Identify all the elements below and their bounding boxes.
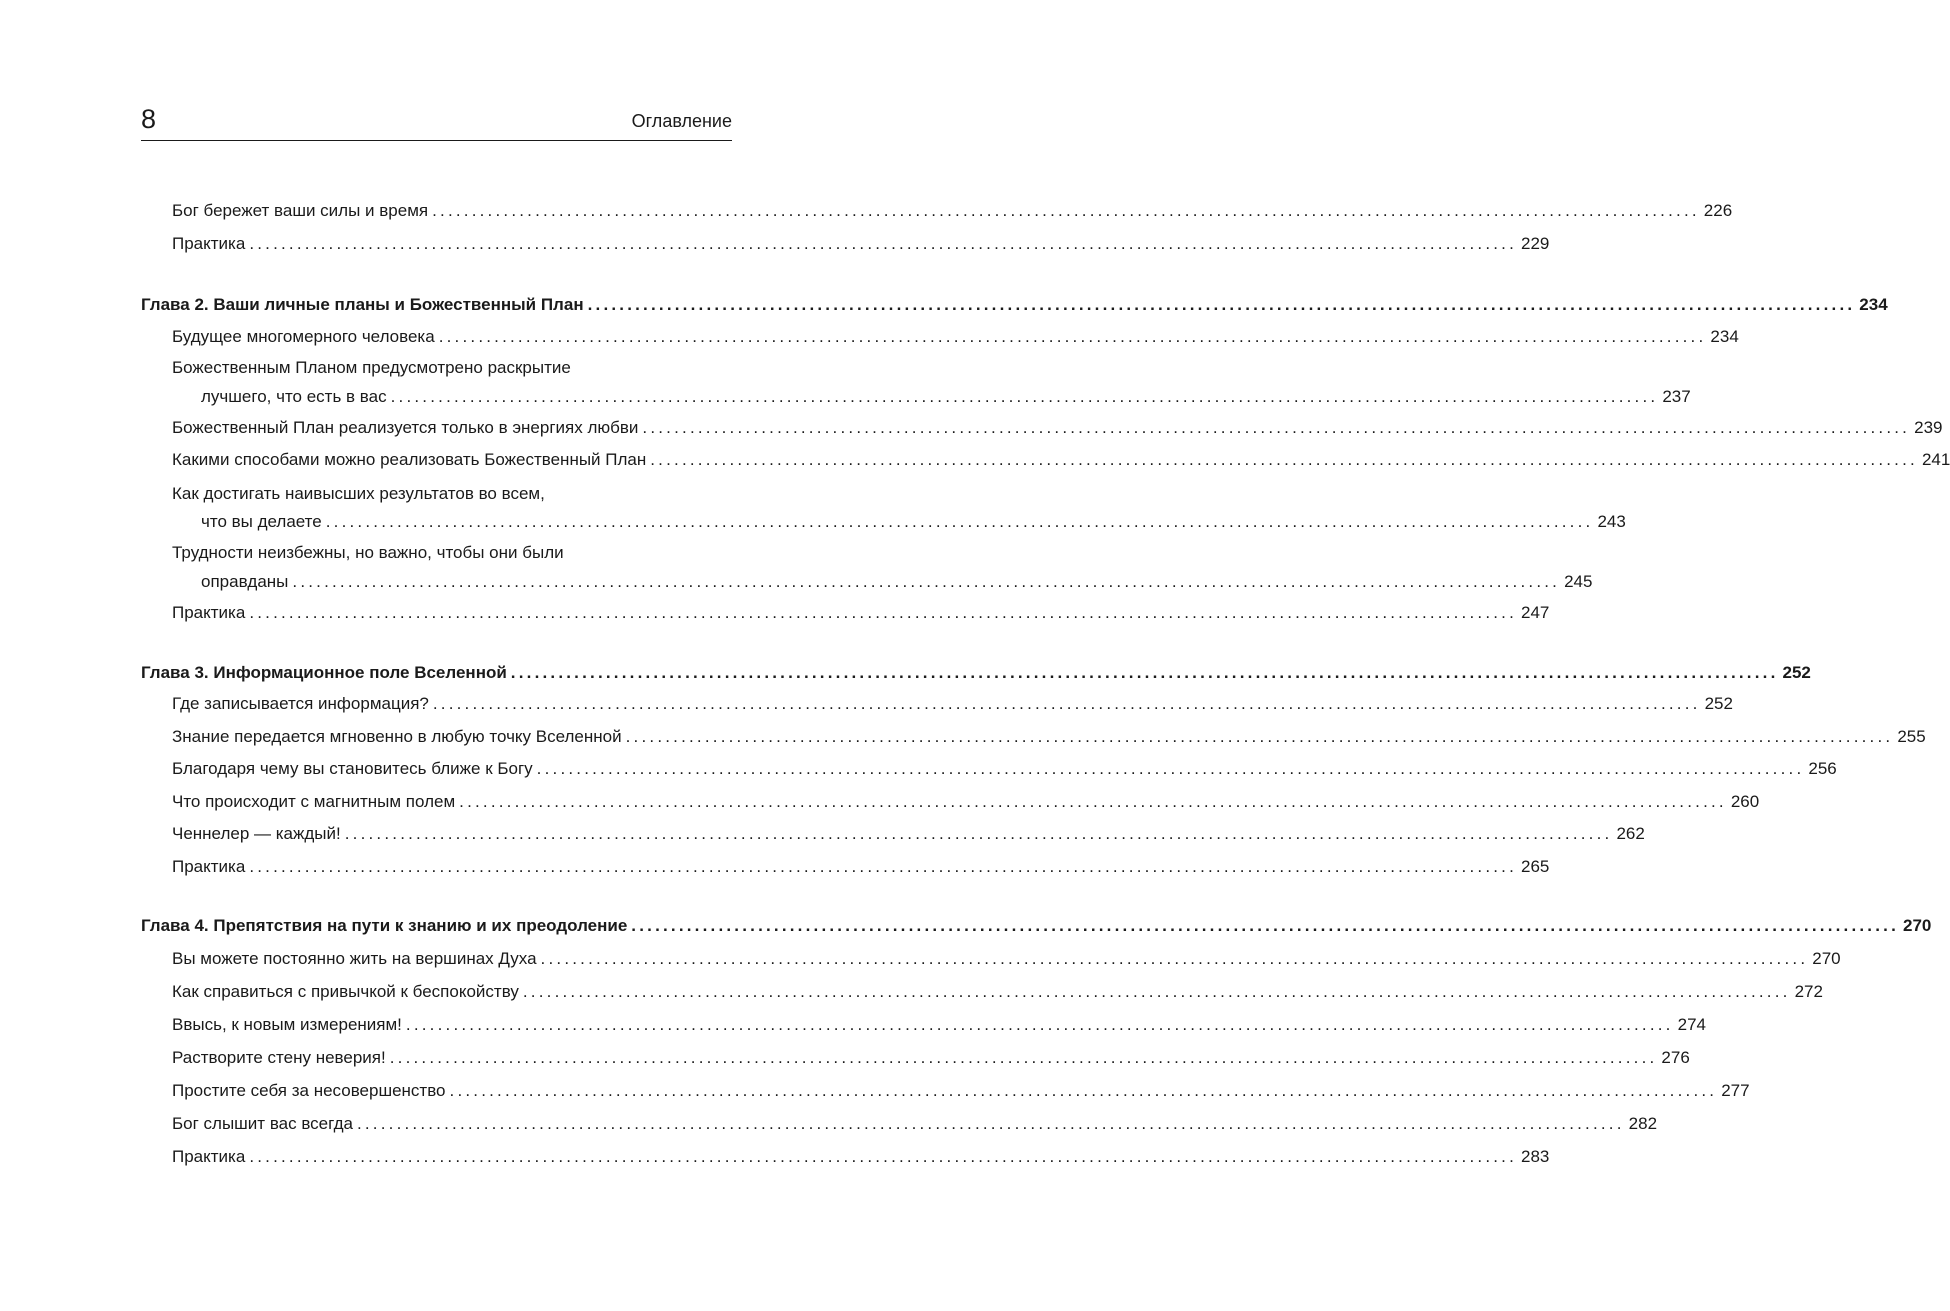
toc-entry-title: Где записывается информация? (172, 694, 429, 713)
dot-leader: ................................................................................................................................................................ (522, 982, 1791, 1001)
toc-line (172, 1079, 1750, 1103)
toc-line (172, 541, 732, 565)
toc-page-number: 282 (1628, 1114, 1658, 1133)
dot-leader: ................................................................................................................................................................ (536, 759, 1805, 778)
toc-entry-title: Практика (172, 857, 246, 876)
toc-entry-title: Простите себя за несовершенство (172, 1081, 446, 1100)
dot-leader: ................................................................................................................................................................ (356, 1114, 1625, 1133)
toc-entry-title: Практика (172, 1147, 246, 1166)
toc-entry-title: Практика (172, 234, 246, 253)
toc-entry-title: Божественный План реализуется только в энергиях любви (172, 418, 639, 437)
toc-page-number: 245 (1564, 572, 1593, 591)
toc-entry-title: оправданы (201, 572, 289, 591)
dot-leader: ................................................................................................................................................................ (510, 663, 1779, 682)
dot-leader: ................................................................................................................................................................ (432, 201, 1700, 220)
toc-entry-title: лучшего, что есть в вас (201, 387, 387, 406)
toc-entry-title: Ченнелер — каждый! (172, 824, 341, 843)
toc-page-number: 252 (1704, 694, 1733, 713)
dot-leader: ................................................................................................................................................................ (405, 1015, 1674, 1034)
dot-leader: ................................................................................................................................................................ (249, 603, 1518, 622)
toc-line (172, 232, 1550, 256)
toc-line (172, 725, 1926, 749)
page-number: 8 (141, 104, 157, 134)
toc-entry-title: Знание передается мгновенно в любую точку Вселенной (172, 727, 622, 746)
running-title: Оглавление (631, 111, 732, 131)
dot-leader: ................................................................................................................................................................ (389, 1048, 1658, 1067)
toc-page-number: 260 (1730, 792, 1760, 811)
toc-line (172, 1013, 1706, 1037)
toc-line (172, 980, 1823, 1004)
toc-entry-title: что вы делаете (201, 512, 322, 531)
toc-entry-title: Как справиться с привычкой к беспокойству (172, 982, 519, 1001)
dot-leader: ................................................................................................................................................................ (650, 450, 1918, 469)
toc-page-number: 256 (1808, 759, 1837, 778)
toc-entry-title: Будущее многомерного человека (172, 327, 435, 346)
toc-line (172, 855, 1550, 879)
toc-line (201, 510, 1626, 534)
toc-line (172, 790, 1760, 814)
dot-leader: ................................................................................................................................................................ (344, 824, 1613, 843)
toc-entry-title: Практика (172, 603, 246, 622)
toc-page-number: 276 (1661, 1048, 1690, 1067)
dot-leader: ................................................................................................................................................................ (325, 512, 1594, 531)
toc-entry-title: Глава 3. Информационное поле Вселенной (141, 663, 507, 682)
toc-page-number: 241 (1921, 450, 1950, 469)
dot-leader: ................................................................................................................................................................ (631, 916, 1899, 935)
toc-entry-title: Как достигать наивысших результатов во всем, (172, 484, 545, 503)
toc-entry-title: Ввысь, к новым измерениям! (172, 1015, 402, 1034)
toc-line (172, 199, 1733, 223)
toc-page-number: 226 (1703, 201, 1733, 220)
toc-page-number: 270 (1812, 949, 1841, 968)
toc-entry-title: Вы можете постоянно жить на вершинах Духа (172, 949, 537, 968)
toc-line (141, 914, 1932, 938)
toc-page-number: 270 (1903, 916, 1932, 935)
toc-page-number: 234 (1710, 327, 1739, 346)
toc-page-number: 234 (1859, 295, 1888, 314)
toc-line (172, 692, 1733, 716)
toc-line (201, 385, 1691, 409)
dot-leader: ................................................................................................................................................................ (587, 295, 1856, 314)
toc-line (172, 1046, 1690, 1070)
dot-leader: ................................................................................................................................................................ (249, 234, 1518, 253)
toc-entry-title: Что происходит с магнитным полем (172, 792, 456, 811)
toc-entry-title: Бог бережет ваши силы и время (172, 201, 429, 220)
toc-entry-title: Божественным Планом предусмотрено раскрытие (172, 358, 571, 377)
toc-line (172, 325, 1739, 349)
dot-leader: ................................................................................................................................................................ (540, 949, 1809, 968)
dot-leader: ................................................................................................................................................................ (432, 694, 1701, 713)
dot-leader: ................................................................................................................................................................ (249, 857, 1518, 876)
toc-entry-title: Растворите стену неверия! (172, 1048, 386, 1067)
toc-line (141, 293, 1888, 317)
toc-page-number: 262 (1616, 824, 1645, 843)
dot-leader: ................................................................................................................................................................ (625, 727, 1894, 746)
toc-page-number: 272 (1794, 982, 1823, 1001)
toc-line (172, 601, 1550, 625)
dot-leader: ................................................................................................................................................................ (390, 387, 1659, 406)
toc-page-number: 255 (1897, 727, 1926, 746)
toc-line (172, 947, 1841, 971)
toc-page-number: 277 (1721, 1081, 1750, 1100)
dot-leader: ................................................................................................................................................................ (459, 792, 1727, 811)
toc-line (201, 570, 1593, 594)
toc-entry-title: Бог слышит вас всегда (172, 1114, 353, 1133)
toc-page-number: 274 (1677, 1015, 1706, 1034)
dot-leader: ................................................................................................................................................................ (438, 327, 1707, 346)
toc-page-number: 283 (1521, 1147, 1550, 1166)
toc-entry-title: Какими способами можно реализовать Божественный План (172, 450, 647, 469)
toc-page-number: 247 (1521, 603, 1550, 622)
dot-leader: ................................................................................................................................................................ (249, 1147, 1518, 1166)
toc-entry-title: Благодаря чему вы становитесь ближе к Богу (172, 759, 533, 778)
toc-entry-title: Глава 2. Ваши личные планы и Божественный План (141, 295, 584, 314)
toc-line (172, 1112, 1658, 1136)
toc-page-number: 252 (1782, 663, 1811, 682)
toc-page-number: 265 (1521, 857, 1550, 876)
toc-page-number: 237 (1662, 387, 1691, 406)
toc-line (141, 661, 1811, 685)
toc-line (172, 356, 732, 380)
dot-leader: ................................................................................................................................................................ (292, 572, 1561, 591)
toc-line (172, 822, 1645, 846)
dot-leader: ................................................................................................................................................................ (642, 418, 1911, 437)
toc-page-number: 243 (1597, 512, 1626, 531)
toc-page-number: 229 (1521, 234, 1550, 253)
toc-line (172, 416, 1943, 440)
toc-page-number: 239 (1914, 418, 1943, 437)
toc-line (172, 757, 1837, 781)
toc-line (172, 482, 732, 506)
toc-line (172, 1145, 1550, 1169)
toc-line (172, 448, 1950, 472)
header-rule (141, 140, 732, 141)
dot-leader: ................................................................................................................................................................ (449, 1081, 1718, 1100)
toc-entry-title: Трудности неизбежны, но важно, чтобы они были (172, 543, 564, 562)
toc-entry-title: Глава 4. Препятствия на пути к знанию и их преодоление (141, 916, 628, 935)
